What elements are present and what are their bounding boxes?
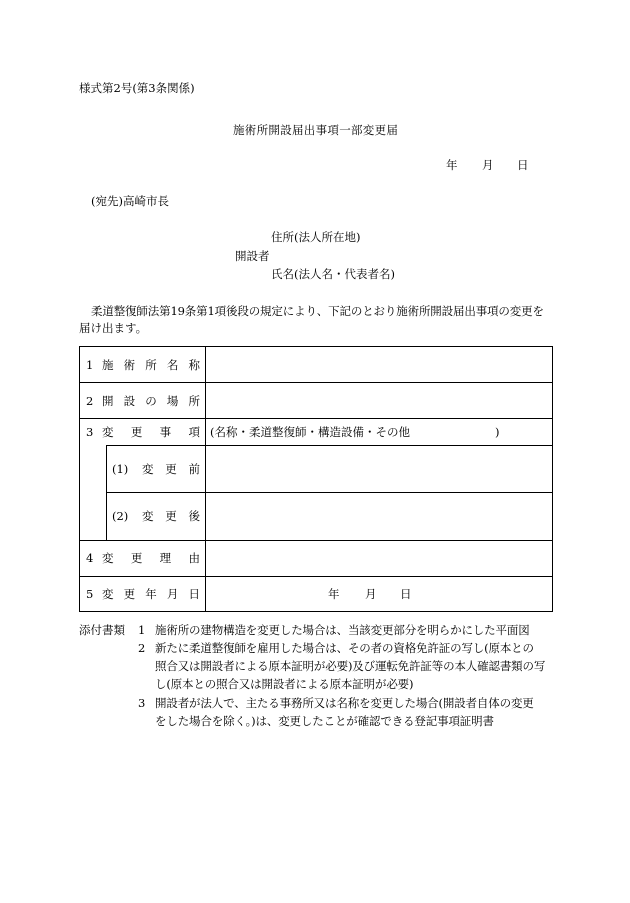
- row-label-location: 開 設 の 場 所: [102, 394, 200, 408]
- body-text-line-1: 柔道整復師法第19条第1項後段の規定により、下記のとおり施術所開設届出事項の変更を: [91, 304, 544, 318]
- row-label-change-item: 変 更 事 項: [102, 425, 200, 439]
- body-text-line-2: 届け出ます。: [79, 321, 148, 335]
- attachment-number: 2: [138, 641, 146, 655]
- form-number: 様式第2号(第3条関係): [79, 81, 195, 95]
- row-label-before-change: 変 更 前: [142, 462, 200, 476]
- after-change-value[interactable]: [210, 508, 545, 524]
- attachment-line: し(原本との照合又は開設者による原本証明が必要): [155, 677, 414, 691]
- change-date-day: 日: [400, 587, 412, 601]
- attachment-number: 3: [138, 696, 146, 710]
- before-change-value[interactable]: [210, 461, 545, 477]
- row-label-facility-name: 施 術 所 名 称: [102, 358, 200, 372]
- attachment-line: 開設者が法人で、主たる事務所又は名称を変更した場合(開設者自体の変更: [155, 696, 534, 710]
- page-title: 施術所開設届出事項一部変更届: [233, 123, 399, 137]
- date-year-label: 年: [446, 158, 458, 172]
- attachment-line: 新たに柔道整復師を雇用した場合は、その者の資格免許証の写し(原本との: [155, 641, 534, 655]
- address-label: 住所(法人所在地): [271, 230, 361, 244]
- name-label: 氏名(法人名・代表者名): [271, 267, 395, 281]
- attachment-number: 1: [138, 623, 146, 637]
- sub-row-number: (1): [112, 462, 129, 476]
- date-month-label: 月: [482, 158, 494, 172]
- row-label-after-change: 変 更 後: [142, 509, 200, 523]
- date-day-label: 日: [517, 158, 529, 172]
- row-number: 3: [86, 425, 94, 439]
- row-number: 2: [86, 394, 94, 408]
- change-item-close-paren: ): [495, 425, 500, 439]
- row-number: 4: [86, 551, 94, 565]
- attachment-line: 照合又は開設者による原本証明が必要)及び運転免許証等の本人確認書類の写: [155, 659, 546, 673]
- attachment-line: 施術所の建物構造を変更した場合は、当該変更部分を明らかにした平面図: [155, 623, 530, 637]
- addressee: (宛先)高崎市長: [91, 194, 169, 208]
- row-number: 5: [86, 587, 94, 601]
- sub-row-number: (2): [112, 509, 129, 523]
- row-label-change-reason: 変 更 理 由: [102, 551, 200, 565]
- change-date-month: 月: [365, 587, 377, 601]
- applicant-role: 開設者: [235, 249, 270, 263]
- row-label-change-date: 変 更 年 月 日: [102, 587, 200, 601]
- change-form-table: [79, 346, 553, 612]
- row-number: 1: [86, 358, 94, 372]
- change-item-options: (名称・柔道整復師・構造設備・その他: [210, 425, 410, 439]
- attachments-heading: 添付書類: [79, 623, 125, 637]
- change-date-year: 年: [328, 587, 340, 601]
- attachment-line: をした場合を除く。)は、変更したことが確認できる登記事項証明書: [155, 714, 494, 728]
